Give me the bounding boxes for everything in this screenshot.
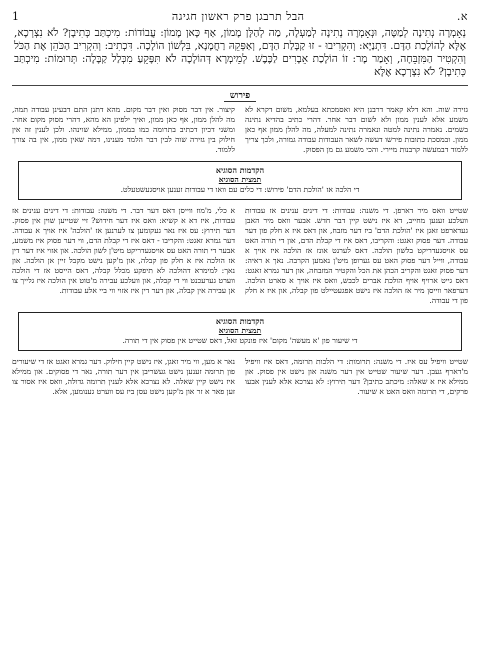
box-text: די שיעור פון 'א מעשה' מקום' איז פונקט זאל, דאס שטייט אין פסוק אין די תורה. [122, 336, 358, 345]
box-subtitle: תמצית הסוגיא [218, 326, 262, 335]
commentary-mid [12, 206, 468, 306]
box-title: הקדמות הסוגיא [215, 165, 265, 175]
commentary-bottom-left: נאר א מען, ווי מיר זאגן, איז נישט קיין חילוק. דער גמרא זאגט אז די שיעורים פון תרומה זענען נישט געשריבן אין דער תורה, נאר די פסוקים. און ממילא איז נישט קיין שאלה. לא נצרכא אלא לענין תרומה גדולה, וואס איז אסור צו זען פאר א זר און מ'קען נישט עסן ביז עס ווערט גענומען, אלא. [12, 357, 235, 396]
commentary-top [12, 105, 468, 155]
page-header [12, 10, 468, 23]
box-text: די הלכה אז 'הולכת הדם' פירוש: די כלים עם וואו די עבודות זענען אויסגעשטעלט. [120, 185, 360, 194]
summary-box-2 [18, 312, 462, 351]
commentary-bottom-right: שטייט וויפיל עס איז. די משנה: תרומות: די הלכות תרומה, דאס איז וויפיל מ'דארף געבן. דער שיעור שטייט אין דער משנה און נישט אין פסוק. און ממילא איז א שאלה: מיכתב כתיבן? דער תירוץ: לא נצרכא אלא לענין אבעו פרקים, די תרומה וואס האט א שיעור. [245, 357, 468, 396]
divider [12, 85, 468, 86]
page-number: א. [456, 10, 468, 23]
commentary-mid-left: א כלי, מ'מוז ווייסן דאס דער דבר. די משנה: עבודות: די דינים ענינים אז עבודות, איז דא א קשיא: וואס איז דער חידוש? זיי שטייען שוין אין פסוק. דער תירוץ: עס איז נאר געקומען צו לערנען אז 'הולכה' איז אויך א עבודה. דער גמרא זאגט: והקריבו - דאס איז די קבלת הדם, ווי דער פסוק איז משמע, אבער די תורה האט עס אויסגעדריקט מיט'ן לשון הולכה. און אזוי איז דער דין אז הולכה איז א חלק פון קבלה, און מ'קען נישט מקבל זיין אן הולכה. און נאך: למימרא דהולכה לא תיפקע מכלל קבלה, דאס הייסט אז די הולכה ווערט גערעכנט ווי די קבלה, און וועלכע עבירה מ'טוט אין הולכה איז גלייך צו אן עבירה אין קבלה, און דער דין איז אזוי ווי ביי אלע עבודות. [12, 206, 235, 295]
running-title: הבל תרבגן פרק ראשון חגיגה [171, 10, 305, 23]
box-title: הקדמות הסוגיא [215, 316, 265, 326]
box-subtitle: תמצית הסוגיא [218, 175, 262, 184]
mishnah-text: נְאָמְרָה נְתִינָה לְמַטָּה, וּנְאָמְרָה נְתִינָה לְמַעְלָה, מַה לְהַלָּן מָמוֹן, אַף כָּאן מָמוֹן: עֲבוֹדוֹת: מִיכְתַּב כְּתִיבָן? לֹא נִצְרְכָא, אֶלָּא לְהוֹלָכַת הַדָּם. דִּתְנַיָּא: וְהִקְרִיבוּ - זוּ קַבָּלַת הַדָּם, וְאַפְּקֵהּ רַחֲמָנָא, בִּלְשׁוֹן הוֹלָכָה. דִּכְתִיב: וְהִקְרִיב הַכֹּהֵן אֶת הַכֹּל וְהִקְטִיר הַמִּזְבֵּחָה, וְאָמַר מָר: זוֹ הוֹלָכַת אֵבָרִים לַכֶּבֶשׁ. לְמֵימְרָא דְּהוֹלָכָה לֹא תִּפָּקֵעַ מִכְּלַל קַבָּלָה: תְּרוּמוֹת: מִיכְתַּב כְּתִיבָן? לֹא נִצְרְכָא אֶלָּא [14, 27, 466, 78]
commentary-mid-right: שטייט וואס מיר דארפן. די משנה: עבודות: די דינים ענינים אז עבודות וועלכע זענען מחייב, דא איז נישט קיין דבר חדש. אבער וואס מיר האבן געדארפט זאגן איז 'הולכת הדם' ביז דער מזבח, און דאס איז א חלק פון דער עבודה. דער פסוק זאגט: והקריבו, דאס איז די קבלת הדם, און די תורה האט עס אויסגעדריקט בלשון הולכה. דאס לערנט אונז אז הולכה איז אויך א עבודה, ווייל דער פסוק האט עס גערופן מיט'ן נאמען הקרבה. נאך א ראיה: דער פסוק זאגט והקריב הכהן את הכל והקטיר המזבחה, און דער גמרא זאגט: דאס גייט ארויף אויף הולכת אברים לכבש, וואס איז אויך א סארט הולכה. דערפאר ווייסן מיר אז הולכה איז נישט אפגעטיילט פון קבלה, און איז א חלק פון די עבודה. [245, 206, 468, 305]
section-label [12, 90, 468, 101]
commentary-top-left: קיצור. אין דבר מסוק ואין דבר מקום. מהא דתנן התם דבעינן עבודה תמה, מה להלן ממון, אף כאן ממון, ואיך ילפינן הא מהא, דהרי מסוק מקום אחר. ומשני דכיון דכתיב בתרומה כמו בממון, ממילא שוינהו. ולכן לענין זה אין חילוק בין גזירה שוה לבין דבר הלמד מענינו, דמה שאין ממון, אין בה צורך ללמוד. [12, 105, 235, 154]
commentary-bottom [12, 357, 468, 397]
footnote-mark: 1 [12, 10, 20, 23]
section-label-text: פירוש [224, 91, 256, 102]
summary-box-1 [18, 161, 462, 200]
commentary-top-right: גזירה שוה. והא דלא קאמר דרבנן היא ואסמכתא בעלמא, משום דקרא לא משמע אלא לענין ממון ולא לשום דבר אחר. דהרי כתיב בהדיא נתינה בשמים. נאמרה נתינה למטה ונאמרה נתינה למעלה, מה להלן ממון אף כאן ממון. ובמסכת כתובות פירשו דעשה לשאר העבודות עבודה גמורה, ולכך צריך ללמוד דבמעשה קרבנות מיירי. והכי משמע גם מן הפסוק. [245, 105, 468, 154]
